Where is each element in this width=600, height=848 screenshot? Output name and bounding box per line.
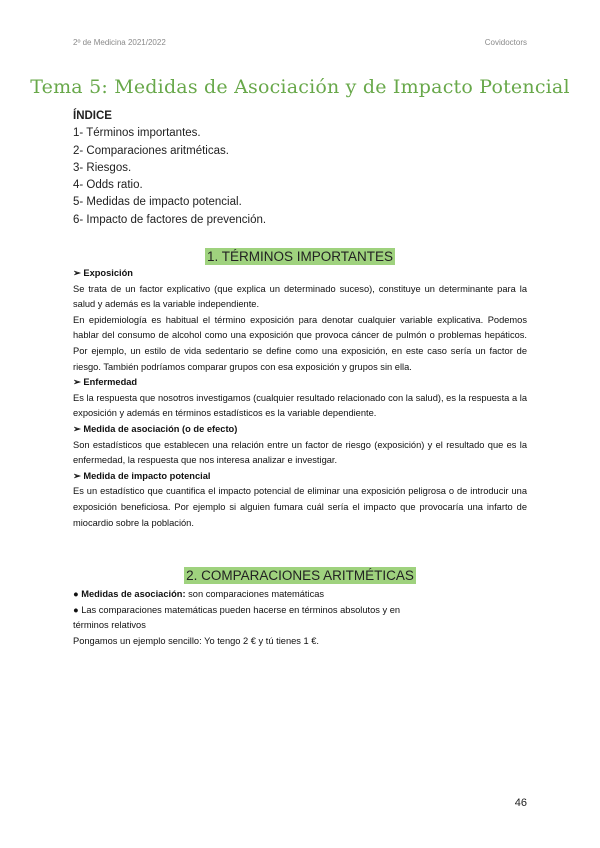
index-heading: ÍNDICE	[73, 110, 112, 122]
index-item: 6- Impacto de factores de prevención.	[73, 213, 267, 226]
header-group: Covidoctors	[484, 38, 527, 47]
section-2-body	[73, 587, 527, 649]
section-heading-1-label: 1. TÉRMINOS IMPORTANTES	[206, 249, 394, 264]
document-title: Tema 5: Medidas de Asociación y de Impacto Potencial	[30, 76, 570, 98]
section-heading-2	[0, 567, 600, 585]
header-course: 2º de Medicina 2021/2022	[73, 38, 166, 47]
index-item: 3- Riesgos.	[73, 161, 132, 174]
term-asociacion-heading: ➢ Medida de asociación (o de efecto)	[73, 423, 238, 434]
term-enfermedad-text: Es la respuesta que nosotros investigamos (cualquier resultado relacionado con la salud), es la respuesta a la exposición y además en términos estadísticos es la variable dependiente.	[73, 392, 527, 419]
section-heading-2-label: 2. COMPARACIONES ARITMÉTICAS	[186, 568, 414, 583]
term-exposicion-text-2: En epidemiología es habitual el término exposición para denotar cualquier variable explicativa. Podemos hablar del consumo de alcohol como una exposición que provoca cáncer de pulmón o problemas hepáticos. Por ejemplo, un estilo de vida sedentario se define como una exposición, en este caso sería un factor de riesgo. También podríamos comparar grupos con esa exposición y grupos sin ella.	[73, 314, 527, 372]
section-1-body	[73, 266, 527, 531]
term-exposicion-text: Se trata de un factor explicativo (que explica un determinado suceso), constituye un determinante para la salud y además es la variable independiente.	[73, 283, 527, 310]
bullet-medidas	[73, 587, 527, 603]
term-impacto-heading: ➢ Medida de impacto potencial	[73, 470, 211, 481]
bullet-medidas-strong: ● Medidas de asociación:	[73, 589, 186, 599]
page-number: 46	[514, 797, 527, 809]
index-item: 2- Comparaciones aritméticas.	[73, 144, 229, 157]
example-text: Pongamos un ejemplo sencillo: Yo tengo 2 € y tú tienes 1 €.	[73, 635, 320, 646]
index-item: 5- Medidas de impacto potencial.	[73, 196, 242, 209]
term-enfermedad-heading: ➢ Enfermedad	[73, 377, 138, 388]
index-item: 1- Términos importantes.	[73, 127, 201, 140]
term-impacto-text: Es un estadístico que cuantifica el impacto potencial de eliminar una exposición peligrosa o de introducir una exposición beneficiosa. Por ejemplo si alguien fumara cuál sería el impacto que provocaría una infarto de miocardio sobre la población.	[73, 486, 527, 528]
term-exposicion-heading: ➢ Exposición	[73, 268, 133, 278]
section-heading-1	[0, 248, 600, 266]
term-asociacion-text: Son estadísticos que establecen una relación entre un factor de riesgo (exposición) y el resultado que es la enfermedad, la respuesta que nos interesa analizar e investigar.	[73, 439, 527, 466]
index-list	[73, 108, 266, 229]
index-item: 4- Odds ratio.	[73, 179, 143, 192]
bullet-medidas-rest: son comparaciones matemáticas	[185, 589, 325, 599]
bullet-comparaciones-cont: términos relativos	[73, 620, 146, 631]
bullet-comparaciones: ● Las comparaciones matemáticas pueden hacerse en términos absolutos y en	[73, 604, 401, 615]
